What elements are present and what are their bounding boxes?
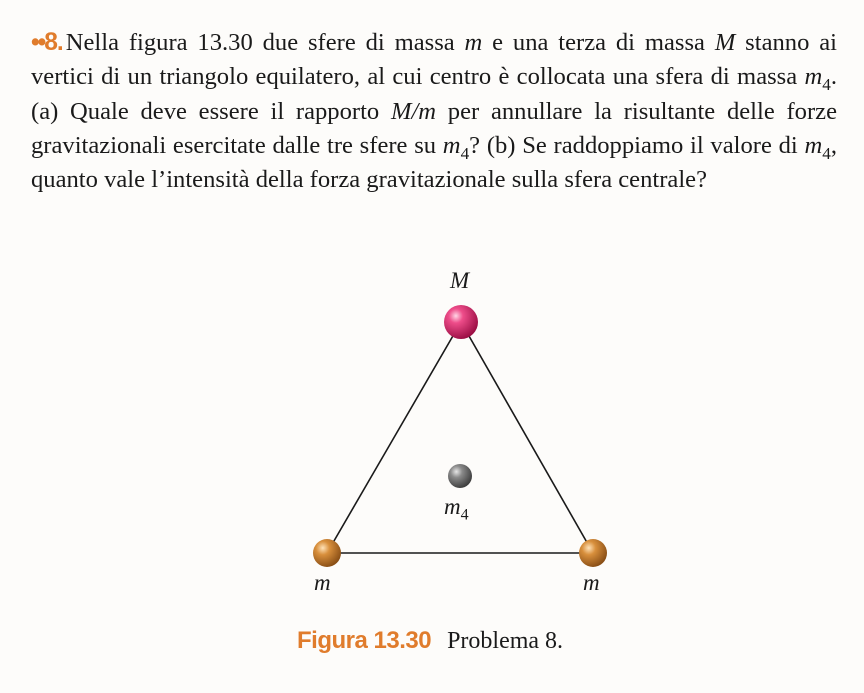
caption-label: Figura 13.30: [297, 627, 432, 654]
label-top-M: M: [450, 268, 470, 293]
edge-right: [461, 322, 593, 553]
sphere-left-m: [313, 539, 341, 567]
problem-text: ••8. Nella figura 13.30 due sfere di massa m e una terza di massa M stanno ai vertici di un triangolo equilatero, al cui centro è collocata una sfera di massa $m_4$. (a) Quale deve essere il rapporto M/m per annullare la risultante delle forze gravitazionali esercitate dalle tre sfere su $m_4$? (b) Se raddoppiamo il valore di $m_4$, quanto vale l’intensità della forza gravitazionale sulla sfera centrale?: [31, 29, 837, 194]
sphere-top-M: [444, 305, 478, 339]
sphere-center-m4: [448, 464, 472, 488]
figure-caption: [297, 627, 563, 655]
problem-number: ••8.: [31, 29, 63, 56]
sphere-right-m: [579, 539, 607, 567]
label-left-m: m: [314, 570, 331, 595]
edge-left: [327, 322, 461, 553]
caption-text: Problema 8.: [447, 628, 564, 654]
label-center-m4: $m_4$: [444, 494, 469, 524]
label-right-m: m: [583, 570, 600, 595]
